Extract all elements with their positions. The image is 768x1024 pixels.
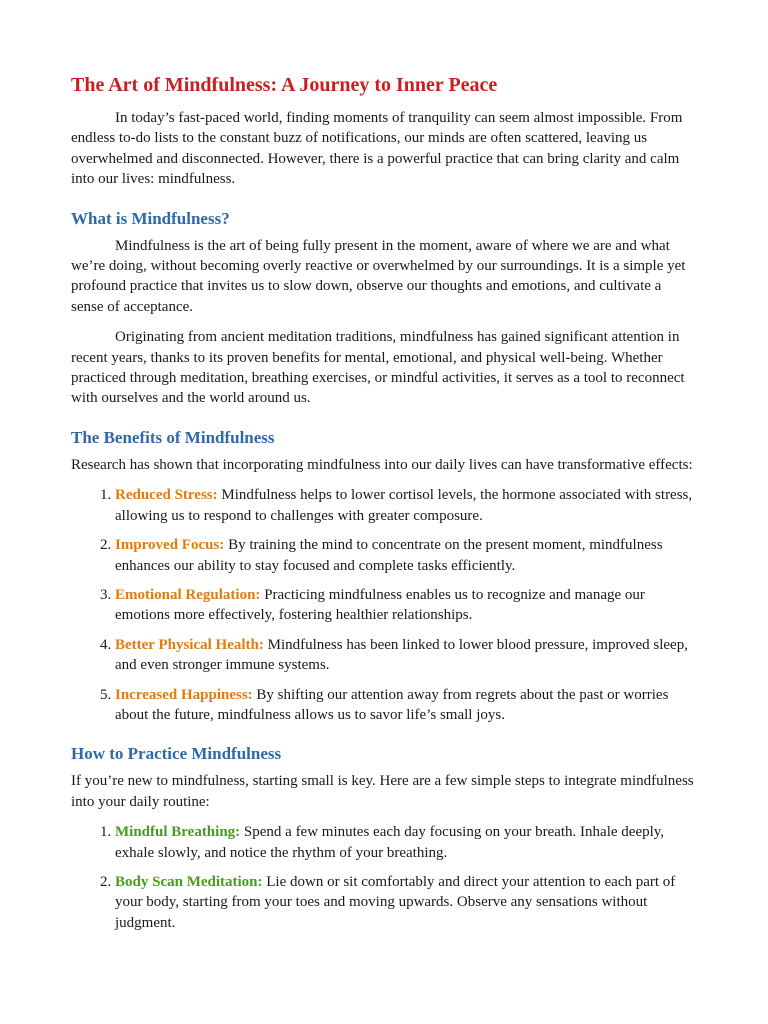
what-is-paragraph-2: Originating from ancient meditation traditions, mindfulness has gained significant attention in recent years, thanks to its proven benefits for mental, emotional, and physical well-being. Whether practiced through meditation, breathing exercises, or mindful activities, it serves as a tool to reconnect with ourselves and the world around us. bbox=[71, 329, 685, 407]
practice-list bbox=[71, 822, 697, 933]
benefit-term: Better Physical Health: bbox=[115, 636, 264, 653]
benefit-term: Emotional Regulation: bbox=[115, 586, 261, 603]
list-item bbox=[115, 872, 697, 933]
list-item bbox=[115, 585, 697, 626]
document-page bbox=[71, 72, 697, 942]
benefit-text: Mindfulness has been linked to lower blood pressure, improved sleep, and even stronger immune systems. bbox=[115, 636, 688, 674]
practice-lead: If you’re new to mindfulness, starting small is key. Here are a few simple steps to integrate mindfulness into your daily routine: bbox=[71, 773, 694, 810]
what-is-paragraph-1: Mindfulness is the art of being fully present in the moment, aware of where we are and what we’re doing, without becoming overly reactive or overwhelmed by our surroundings. It is a simple yet profound practice that invites us to slow down, observe our thoughts and emotions, and cultivate a sense of acceptance. bbox=[71, 237, 686, 315]
list-item bbox=[115, 535, 697, 576]
section-heading-what-is: What is Mindfulness? bbox=[71, 208, 230, 228]
practice-term: Body Scan Meditation: bbox=[115, 873, 263, 890]
practice-text: Spend a few minutes each day focusing on your breath. Inhale deeply, exhale slowly, and notice the rhythm of your breathing. bbox=[115, 824, 665, 861]
intro-paragraph: In today’s fast-paced world, finding moments of tranquility can seem almost impossible. From endless to-do lists to the constant buzz of notifications, our minds are often scattered, leaving us overwhelmed and disconnected. However, there is a powerful practice that can bring clarity and calm into our lives: mindfulness. bbox=[71, 110, 683, 188]
section-heading-practice: How to Practice Mindfulness bbox=[71, 744, 282, 764]
benefit-term: Increased Happiness: bbox=[115, 686, 253, 703]
list-item bbox=[115, 822, 697, 863]
practice-term: Mindful Breathing: bbox=[115, 824, 241, 841]
section-heading-benefits: The Benefits of Mindfulness bbox=[71, 427, 275, 447]
benefit-text: By shifting our attention away from regrets about the past or worries about the future, mindfulness allows us to savor life’s small joys. bbox=[115, 686, 669, 723]
benefits-list bbox=[71, 485, 697, 725]
benefit-term: Improved Focus: bbox=[115, 537, 225, 554]
benefits-lead: Research has shown that incorporating mindfulness into our daily lives can have transformative effects: bbox=[71, 456, 693, 473]
benefit-text: Mindfulness helps to lower cortisol levels, the hormone associated with stress, allowing us to respond to challenges with greater composure. bbox=[115, 487, 693, 524]
list-item bbox=[115, 485, 697, 526]
benefit-term: Reduced Stress: bbox=[115, 487, 218, 504]
benefit-text: By training the mind to concentrate on the present moment, mindfulness enhances our ability to stay focused and complete tasks efficiently. bbox=[115, 537, 663, 574]
list-item bbox=[115, 685, 697, 726]
page-title: The Art of Mindfulness: A Journey to Inner Peace bbox=[71, 74, 498, 96]
list-item bbox=[115, 635, 697, 676]
practice-text: Lie down or sit comfortably and direct your attention to each part of your body, starting from your toes and moving upwards. Observe any sensations without judgment. bbox=[115, 873, 676, 931]
benefit-text: Practicing mindfulness enables us to recognize and manage our emotions more effectively, fostering healthier relationships. bbox=[115, 586, 645, 624]
